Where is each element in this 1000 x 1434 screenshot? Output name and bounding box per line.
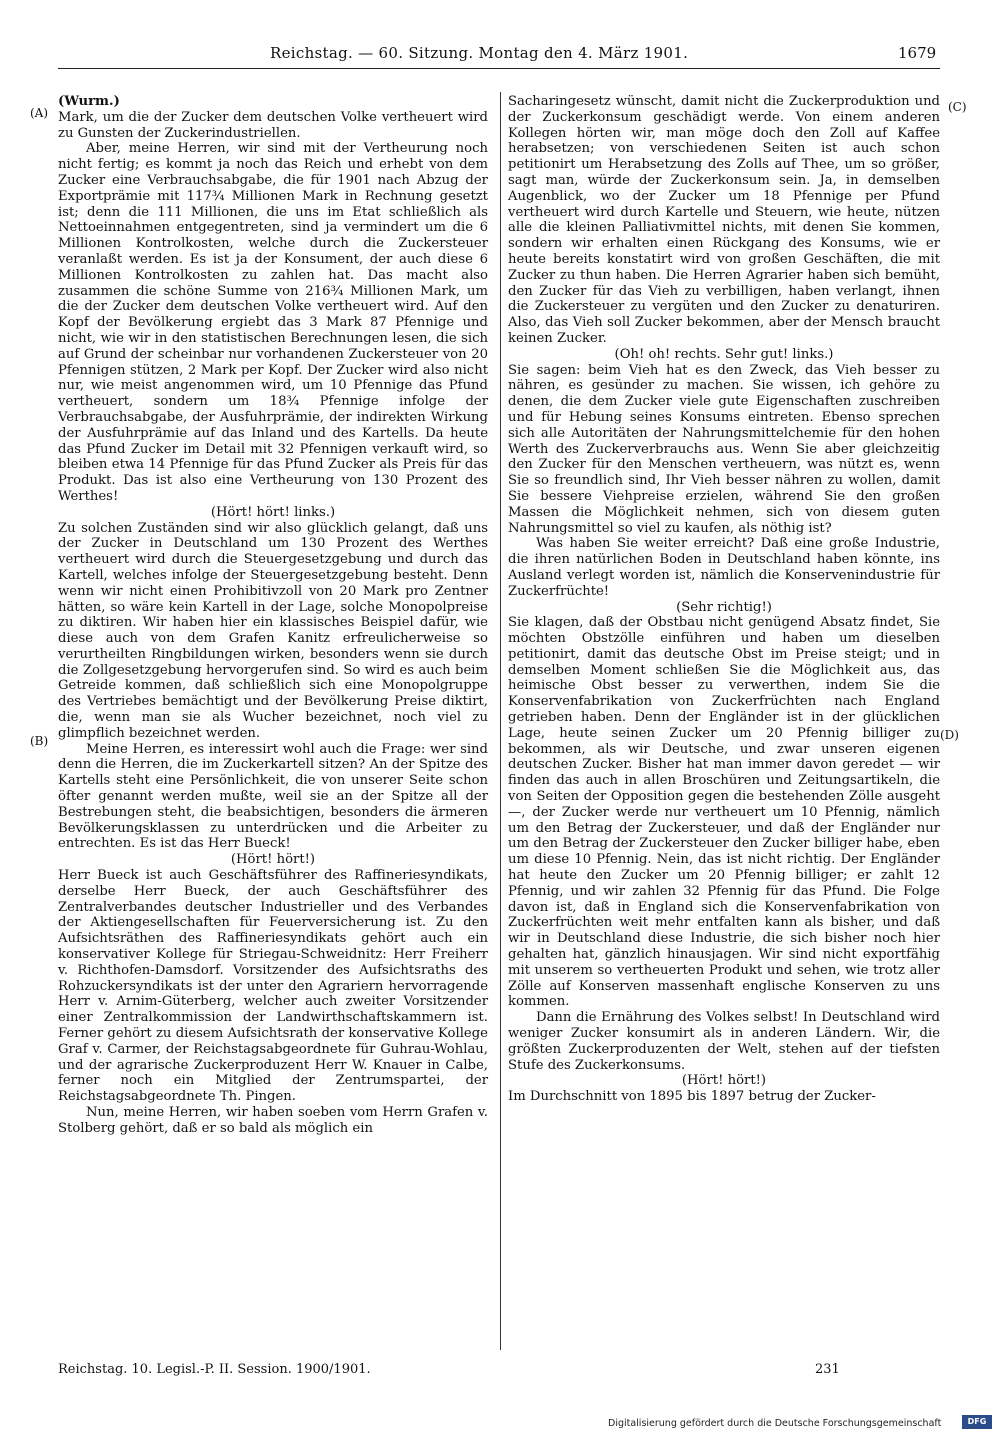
- right-text-column: [508, 94, 940, 1105]
- interjection: (Hört! hört!): [681, 1073, 767, 1089]
- interjection: (Oh! oh! rechts. Sehr gut! links.): [614, 346, 834, 362]
- margin-mark-a: (A): [30, 106, 49, 120]
- interjection: (Sehr richtig!): [676, 599, 772, 615]
- paragraph: Herr Bueck ist auch Geschäftsführer des Raffineriesyndikats, derselbe Herr Bueck, der auch Geschäftsführer des Zentralverbandes deutscher Industrieller und des Verbandes der Aktiengesellschaften für Feuerversicherung ist. Zu den Aufsichtsräthen des Raffineriesyndikats gehört auch ein konservativer Kollege für Striegau-Schweidnitz: Herr Freiherr v. Richthofen-Damsdorf. Vorsitzender des Aufsichtsraths des Rohzuckersyndikats ist der unter den Agrariern hervorragende Herr v. Arnim-Güterberg, welcher auch zweiter Vorsitzender einer Zentralkommission der Landwirthschaftskammern ist. Ferner gehört zu diesem Aufsichtsrath der konservative Kollege Graf v. Carmer, der Reichstagsabgeordnete für Guhrau-Wohlau, und der agrarische Zuckerproduzent Herr W. Knauer in Calbe, ferner noch ein Mitglied der Zentrumspartei, der Reichstagsabgeordnete Th. Pingen.: [58, 868, 488, 1105]
- paragraph: Aber, meine Herren, wir sind mit der Vertheurung noch nicht fertig; es kommt ja noch das Reich und erhebt von dem Zucker eine Verbrauchsabgabe, die für 1901 nach Abzug der Exportprämie mit 117¾ Millionen Mark in Rechnung gesetzt ist; denn die 111 Millionen, die uns im Etat schließlich als Nettoeinnahmen entgegentreten, sind ja vermindert um die 6 Millionen Kontrolkosten, welche durch die Zuckersteuer veranlaßt werden. Es ist ja der Konsument, der auch diese 6 Millionen Kontrolkosten zu zahlen hat. Das macht also zusammen die schöne Summe von 216¾ Millionen Mark, um die der Zucker dem deutschen Volke vertheuert wird. Auf den Kopf der Bevölkerung ergiebt das 3 Mark 87 Pfennige und nicht, wie wir in den statistischen Berechnungen lesen, die sich auf Grund der scheinbar nur vorhandenen Zuckersteuer von 20 Pfennigen stützen, 2 Mark per Kopf. Der Zucker wird also nicht nur, wie meist angenommen wird, um 10 Pfennige das Pfund vertheuert, sondern um 18¾ Pfennige infolge der Verbrauchsabgabe, der Ausfuhrprämie, der indirekten Wirkung der Ausfuhrprämie auf das Inland und des Kartells. Da heute das Pfund Zucker im Detail mit 32 Pfennigen verkauft wird, so bleiben etwa 14 Pfennige für das Pfund Zucker als Preis für das Produkt. Das ist also eine Vertheurung von 130 Prozent des Werthes!: [58, 141, 488, 504]
- interjection: (Hört! hört!): [230, 852, 316, 868]
- paragraph: Zu solchen Zuständen sind wir also glücklich gelangt, daß uns der Zucker in Deutschland um 130 Prozent des Werthes vertheuert wird durch die Steuergesetzgebung und durch das Kartell, welches infolge der Steuergesetzgebung besteht. Denn wenn wir nicht einen Prohibitivzoll von 20 Mark pro Zentner hätten, so wäre kein Kartell in der Lage, solche Monopolpreise zu diktiren. Wir haben hier ein klassisches Beispiel dafür, wie diese auch von dem Grafen Kanitz erfreulicherweise so verurtheilten Ringbildungen wirken, besonders wenn sie durch die Zollgesetzgebung hervorgerufen sind. So wird es auch beim Getreide kommen, daß schließlich sich eine Monopolgruppe des Vertriebes bemächtigt und der Bevölkerung Preise diktirt, die, wenn man sie als Wucher bezeichnet, noch viel zu glimpflich bezeichnet werden.: [58, 520, 488, 741]
- digitization-credit: Digitalisierung gefördert durch die Deutsche Forschungsgemeinschaft: [608, 1418, 942, 1429]
- left-text-column: [58, 94, 488, 1137]
- paragraph: Nun, meine Herren, wir haben soeben vom Herrn Grafen v. Stolberg gehört, daß er so bald als möglich ein: [58, 1105, 488, 1136]
- header-rule: [58, 68, 940, 69]
- paragraph: Dann die Ernährung des Volkes selbst! In Deutschland wird weniger Zucker konsumirt als in anderen Ländern. Wir, die größten Zuckerproduzenten der Welt, stehen auf der tiefsten Stufe des Zuckerkonsums.: [508, 1010, 940, 1073]
- margin-mark-d: (D): [940, 728, 959, 742]
- paragraph: Was haben Sie weiter erreicht? Daß eine große Industrie, die ihren natürlichen Boden in Deutschland haben könnte, ins Ausland verlegt worden ist, nämlich die Konservenindustrie für Zuckerfrüchte!: [508, 536, 940, 599]
- margin-mark-b: (B): [30, 734, 49, 748]
- column-divider: [500, 92, 501, 1350]
- paragraph: Meine Herren, es interessirt wohl auch die Frage: wer sind denn die Herren, die im Zuckerkartell sitzen? An der Spitze des Kartells steht eine Persönlichkeit, die von unserer Seite schon öfter genannt werden mußte, weil sie an der Spitze all der Bestrebungen steht, die beabsichtigen, besonders die ärmeren Bevölkerungsklassen zu unterdrücken und die Arbeiter zu entrechten. Es ist das Herr Bueck!: [58, 741, 488, 852]
- paragraph: Sacharingesetz wünscht, damit nicht die Zuckerproduktion und der Zuckerkonsum geschädigt werde. Von einem anderen Kollegen hörten wir, man möge doch den Zoll auf Kaffee herabsetzen; von verschiedenen Seiten ist auch schon petitionirt um Herabsetzung des Zolls auf Thee, um so größer, sagt man, würde der Zuckerkonsum sein. Ja, in demselben Augenblick, wo der Zucker um 18 Pfennige per Pfund vertheuert wird durch Kartelle und Steuern, wie heute, nützen alle die kleinen Palliativmittel nichts, mit denen Sie kommen, sondern wir erhalten einen Rückgang des Konsums, wie er heute bereits konstatirt wird von großen Geschäften, die mit Zucker zu thun haben. Die Herren Agrarier haben sich bemüht, den Zucker für das Vieh zu verbilligen, haben verlangt, ihnen die Zuckersteuer zu vergüten und den Zucker zu denaturiren. Also, das Vieh soll Zucker bekommen, aber der Mensch braucht keinen Zucker.: [508, 94, 940, 346]
- running-header: Reichstag. — 60. Sitzung. Montag den 4. März 1901.: [270, 44, 689, 62]
- page-number: 1679: [898, 44, 937, 62]
- paragraph: Im Durchschnitt von 1895 bis 1897 betrug der Zucker-: [508, 1089, 876, 1105]
- paragraph: Mark, um die der Zucker dem deutschen Volke vertheuert wird zu Gunsten der Zuckerindustriellen.: [58, 109, 488, 141]
- sheet-number: 231: [815, 1362, 840, 1377]
- paragraph: Sie sagen: beim Vieh hat es den Zweck, das Vieh besser zu nähren, es gesünder zu machen. Sie wissen, ich gehöre zu denen, die dem Zucker viele gute Eigenschaften zuschreiben und für Hebung seines Konsums eintreten. Ebenso sprechen sich alle Autoritäten der Nahrungsmittelchemie für den hohen Werth des Zuckerverbrauchs aus. Wenn Sie aber gleichzeitig den Zucker für den Menschen vertheuern, was nützt es, wenn Sie so freundlich sind, Ihr Vieh besser nähren zu wollen, damit Sie bessere Viehpreise erzielen, während Sie den großen Massen die Möglichkeit nehmen, sich von diesem guten Nahrungsmittel so viel zu kaufen, als nöthig ist?: [508, 362, 940, 536]
- paragraph: Sie klagen, daß der Obstbau nicht genügend Absatz findet, Sie möchten Obstzölle einführen und haben um dieselben petitionirt, damit das deutsche Obst im Preise steigt; und in demselben Moment schließen Sie die Möglichkeit aus, das heimische Obst besser zu verwerthen, indem Sie die Konservenfabrikation von Zuckerfrüchten nach England getrieben haben. Denn der Engländer ist in der glücklichen Lage, heute seinen Zucker um 20 Pfennig billiger zu bekommen, als wir Deutsche, und zwar unseren eigenen deutschen Zucker. Bisher hat man immer davon geredet — wir finden das auch in allen Broschüren und Zeitungsartikeln, die von Seiten der Opposition gegen die bestehenden Zölle ausgeht —, der Zucker werde nur vertheuert um 10 Pfennig, nämlich um den Betrag der Zuckersteuer, und daß der Engländer nur um den Betrag der Zuckersteuer den Zucker billiger habe, eben um diese 10 Pfennig. Nein, das ist nicht richtig. Der Engländer hat heute den Zucker um 20 Pfennig billiger; er zahlt 12 Pfennig, und wir zahlen 32 Pfennig für das Pfund. Die Folge davon ist, daß in England sich die Konservenfabrikation von Zuckerfrüchten weit mehr entfalten kann als bisher, und daß wir in Deutschland diese Industrie, die sich bisher noch hier gehalten hat, gänzlich hinausjagen. Wir sind nicht exportfähig mit unserem so vertheuerten Produkt und sehen, wie trotz aller Zölle auf Konserven massenhaft englische Konserven zu uns kommen.: [508, 615, 940, 1010]
- footer-session-info: Reichstag. 10. Legisl.-P. II. Session. 1900/1901.: [58, 1362, 371, 1377]
- margin-mark-c: (C): [948, 100, 967, 114]
- dfg-logo: DFG: [962, 1415, 992, 1429]
- interjection: (Hört! hört! links.): [210, 504, 336, 520]
- paragraph: (Wurm.): [58, 94, 120, 109]
